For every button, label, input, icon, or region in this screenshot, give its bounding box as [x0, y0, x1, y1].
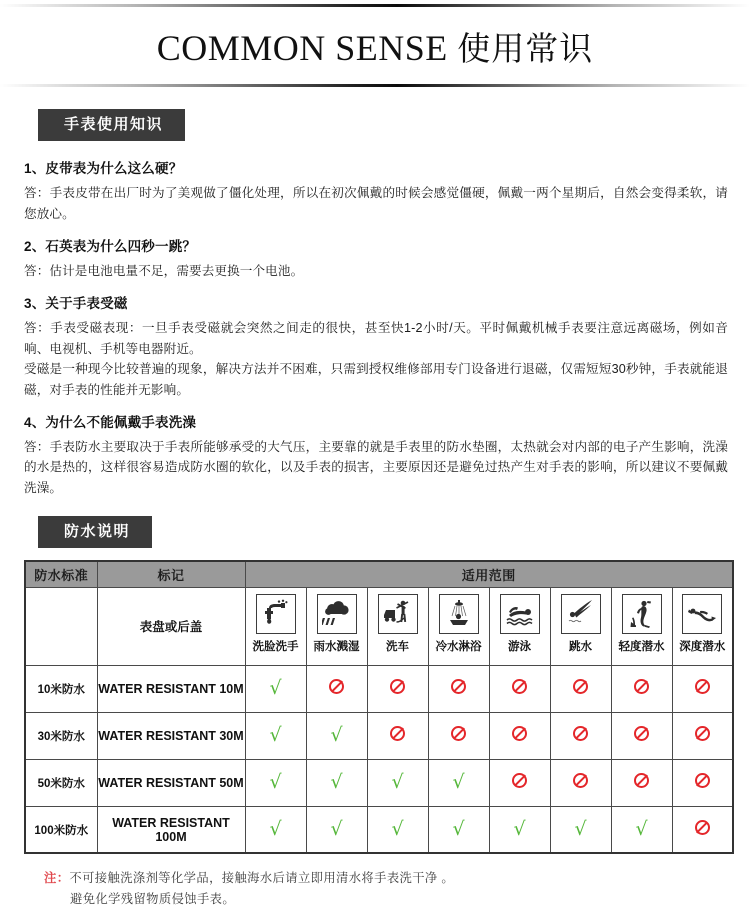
check-icon: √	[391, 817, 404, 840]
cell-value	[367, 806, 428, 853]
activity-cell-light-scuba	[611, 587, 672, 665]
cell-value	[672, 665, 733, 712]
cell-value	[245, 665, 306, 712]
activity-label: 洗车	[386, 640, 409, 653]
activity-label: 游泳	[508, 640, 531, 653]
table-header-row	[25, 561, 733, 587]
qa-answer: 受磁是一种现今比较普遍的现象，解决方法并不困难，只需到授权维修部用专门设备进行退磁，仅需短短30秒钟，手表就能退磁，对手表的性能并无影响。	[24, 362, 728, 397]
activity-cell-car-wash	[367, 587, 428, 665]
cell-value	[489, 712, 550, 759]
check-icon: √	[513, 817, 526, 840]
activity-cell-rain	[306, 587, 367, 665]
row-standard: 100米防水	[25, 806, 97, 853]
cell-value	[306, 759, 367, 806]
qa-answer: 答：手表皮带在出厂时为了美观做了僵化处理，所以在初次佩戴的时候会感觉僵硬，佩戴一两个星期后，自然会变得柔软，请您放心。	[24, 186, 728, 221]
light-scuba-icon	[622, 594, 662, 634]
cell-value	[489, 759, 550, 806]
check-icon: √	[330, 817, 343, 840]
qa-item	[24, 157, 728, 224]
cell-value	[428, 712, 489, 759]
qa-question: 2、石英表为什么四秒一跳？	[24, 239, 197, 255]
page-title-en: COMMON SENSE	[156, 28, 448, 68]
qa-list	[0, 157, 750, 498]
check-icon: √	[269, 676, 282, 699]
cell-value	[306, 665, 367, 712]
table-row	[25, 665, 733, 712]
cell-value	[550, 806, 611, 853]
rain-cloud-icon	[317, 594, 357, 634]
cold-shower-icon	[439, 594, 479, 634]
table-row	[25, 712, 733, 759]
cell-value	[306, 806, 367, 853]
row-mark: WATER RESISTANT 100M	[97, 806, 245, 853]
activity-label: 雨水溅湿	[313, 640, 360, 653]
row-mark: WATER RESISTANT 30M	[97, 712, 245, 759]
cell-value	[672, 759, 733, 806]
activity-label: 深度潜水	[679, 640, 726, 653]
table-row	[25, 806, 733, 853]
table-icon-row	[25, 587, 733, 665]
prohibited-icon	[634, 679, 649, 694]
prohibited-icon	[695, 820, 710, 835]
row-mark: WATER RESISTANT 10M	[97, 665, 245, 712]
swimming-icon	[500, 594, 540, 634]
faucet-handwash-icon	[256, 594, 296, 634]
cell-value	[611, 665, 672, 712]
qa-answer: 答：手表受磁表现：一旦手表受磁就会突然之间走的很快，甚至快1-2小时/天。平时佩戴机械手表要注意远离磁场，例如音响、电视机、手机等电器附近。	[24, 321, 728, 356]
prohibited-icon	[573, 679, 588, 694]
page-title-cn: 使用常识	[457, 29, 594, 68]
footnote-line2: 避免化学残留物质侵蚀手表。	[70, 892, 236, 907]
cell-value	[428, 665, 489, 712]
qa-question: 4、为什么不能佩戴手表洗澡	[24, 414, 197, 430]
prohibited-icon	[512, 679, 527, 694]
mark-sublabel: 表盘或后盖	[97, 587, 245, 665]
check-icon: √	[269, 770, 282, 793]
qa-question: 3、关于手表受磁	[24, 296, 128, 312]
cell-value	[245, 806, 306, 853]
col-header-standard: 防水标准	[25, 561, 97, 587]
prohibited-icon	[695, 773, 710, 788]
cell-value	[611, 759, 672, 806]
qa-item	[24, 235, 728, 281]
cell-value	[611, 806, 672, 853]
cell-value	[489, 665, 550, 712]
cell-value	[367, 759, 428, 806]
qa-answer: 答：估计是电池电量不足，需要去更换一个电池。	[24, 264, 304, 279]
check-icon: √	[269, 817, 282, 840]
activity-cell-swimming	[489, 587, 550, 665]
activity-label: 轻度潜水	[618, 640, 665, 653]
prohibited-icon	[695, 679, 710, 694]
cell-value	[672, 806, 733, 853]
section-tag-waterproof: 防水说明	[38, 516, 152, 548]
prohibited-icon	[695, 726, 710, 741]
icon-row-blank	[25, 587, 97, 665]
row-standard: 50米防水	[25, 759, 97, 806]
check-icon: √	[330, 723, 343, 746]
prohibited-icon	[634, 726, 649, 741]
prohibited-icon	[634, 773, 649, 788]
prohibited-icon	[512, 726, 527, 741]
qa-question: 1、皮带表为什么这么硬？	[24, 161, 183, 177]
cell-value	[428, 759, 489, 806]
deep-scuba-icon	[682, 594, 722, 634]
row-standard: 10米防水	[25, 665, 97, 712]
footnote-line1: 不可接触洗涤剂等化学品，接触海水后请立即用清水将手表洗干净 。	[69, 871, 455, 886]
prohibited-icon	[573, 773, 588, 788]
activity-cell-cold-shower	[428, 587, 489, 665]
col-header-mark: 标记	[97, 561, 245, 587]
qa-item	[24, 411, 728, 498]
activity-cell-diving-jump	[550, 587, 611, 665]
waterproof-table-wrap	[0, 560, 750, 854]
activity-label: 冷水淋浴	[435, 640, 482, 653]
section-waterproof	[0, 516, 750, 548]
cell-value	[245, 759, 306, 806]
activity-cell-deep-scuba	[672, 587, 733, 665]
cell-value	[489, 806, 550, 853]
cell-value	[672, 712, 733, 759]
cell-value	[428, 806, 489, 853]
prohibited-icon	[451, 726, 466, 741]
footnote	[0, 868, 750, 910]
prohibited-icon	[390, 726, 405, 741]
activity-cell-washing-hands	[245, 587, 306, 665]
row-standard: 30米防水	[25, 712, 97, 759]
activity-label: 洗脸洗手	[252, 640, 299, 653]
prohibited-icon	[390, 679, 405, 694]
row-mark: WATER RESISTANT 50M	[97, 759, 245, 806]
cell-value	[245, 712, 306, 759]
cell-value	[611, 712, 672, 759]
qa-answer: 答：手表防水主要取决于手表所能够承受的大气压，主要靠的就是手表里的防水垫圈，太热就会对内部的电子产生影响，洗澡的水是热的，这样很容易造成防水圈的软化，以及手表的损害，主要原因还是避免过热产生对手表的影响，所以建议不要佩戴洗澡。	[24, 439, 728, 495]
check-icon: √	[574, 817, 587, 840]
cell-value	[550, 665, 611, 712]
diving-jump-icon	[561, 594, 601, 634]
check-icon: √	[452, 770, 465, 793]
section-watch-knowledge	[0, 109, 750, 498]
cell-value	[550, 712, 611, 759]
prohibited-icon	[573, 726, 588, 741]
table-row	[25, 759, 733, 806]
section-tag-watch-knowledge: 手表使用知识	[38, 109, 185, 141]
activity-label: 跳水	[569, 640, 592, 653]
waterproof-table	[24, 560, 734, 854]
prohibited-icon	[329, 679, 344, 694]
cell-value	[306, 712, 367, 759]
col-header-scope: 适用范围	[245, 561, 733, 587]
footnote-tag: 注：	[44, 871, 70, 886]
check-icon: √	[391, 770, 404, 793]
prohibited-icon	[512, 773, 527, 788]
check-icon: √	[269, 723, 282, 746]
check-icon: √	[635, 817, 648, 840]
check-icon: √	[452, 817, 465, 840]
cell-value	[550, 759, 611, 806]
prohibited-icon	[451, 679, 466, 694]
table-body	[25, 665, 733, 853]
car-wash-icon	[378, 594, 418, 634]
qa-item	[24, 292, 728, 400]
check-icon: √	[330, 770, 343, 793]
header-divider-bottom	[0, 84, 750, 87]
cell-value	[367, 665, 428, 712]
page-title	[0, 7, 750, 84]
cell-value	[367, 712, 428, 759]
